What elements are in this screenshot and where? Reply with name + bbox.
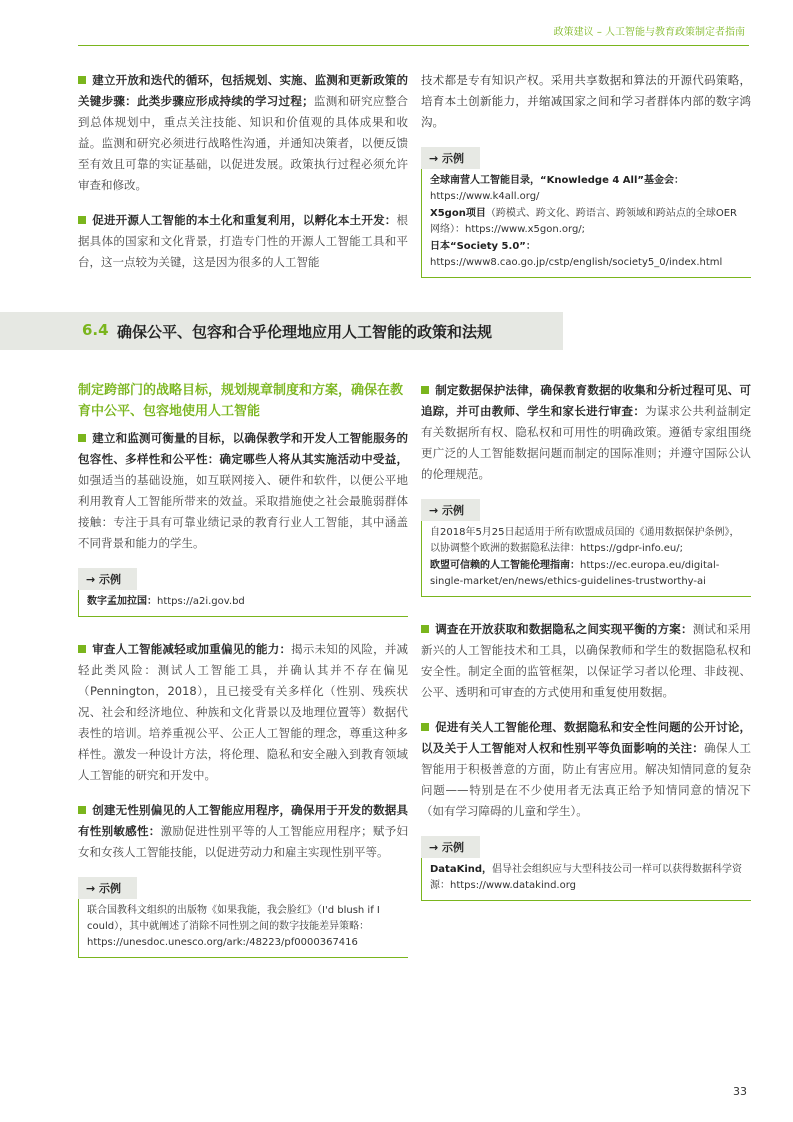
example-box (78, 590, 408, 617)
bullet-body-text: 揭示未知的风险，并减轻此类风险：测试人工智能工具，并确认其并不存在偏见（Pennington，2018），且已接受有关多样化（性别、残疾状况、社会和经济地位、种族和文化背景以及地理位置等）数据代表性的培训。培养重视公平、公正人工智能的理念，尊重这种多样性。激发一种设计方法，将伦理、隐私和安全融入到教育领域人工智能的研究和开发中。 (78, 642, 409, 782)
example-lead: 全球南营人工智能目录，“Knowledge 4 All”基金会： (430, 175, 684, 186)
bullet-paragraph (421, 380, 751, 485)
bullet-paragraph (421, 619, 751, 703)
bullet-bold-text: 促进开源人工智能的本土化和重复利用，以孵化本土开发： (92, 213, 397, 227)
bullet-square-icon (421, 723, 429, 731)
running-header: 政策建议 – 人工智能与教育政策制定者指南 (553, 27, 745, 38)
subheading: 制定跨部门的战略目标，规划规章制度和方案，确保在教育中公平、包容地使用人工智能 (78, 383, 404, 419)
bullet-body-text: 测试和采用新兴的人工智能技术和工具，以确保教师和学生的数据隐私权和安全性。制定全面的监管框架，以保证学习者以伦理、非歧视、公平、透明和可审查的方式使用和重复使用数据。 (421, 622, 752, 699)
bullet-square-icon (421, 386, 429, 394)
example-tab: → 示例 (421, 147, 480, 169)
bullet-paragraph (421, 717, 751, 822)
bullet-body-text: 如强适当的基础设施，如互联网接入、硬件和软件，以便公平地利用教育人工智能所带来的效益。采取措施使之社会最脆弱群体接触：专注于具有可靠业绩记录的教育行业人工智能，其中涵盖不同背景和能力的学生。 (78, 473, 408, 550)
bullet-square-icon (78, 806, 86, 814)
bullet-square-icon (421, 625, 429, 633)
example-block (421, 143, 751, 278)
example-lead: X5gon项目 (430, 208, 486, 219)
example-link[interactable]: https://a2i.gov.bd (157, 596, 245, 607)
top-right-column (421, 70, 751, 278)
bullet-square-icon (78, 216, 86, 224)
example-block (421, 832, 751, 901)
bullet-square-icon (78, 434, 86, 442)
bullet-paragraph (78, 210, 408, 273)
example-link[interactable]: https://ec.europa.eu/digital-single-market/en/news/ethics-guidelines-trustworthy-ai (430, 560, 720, 587)
example-box (421, 521, 751, 597)
bullet-square-icon (78, 645, 86, 653)
example-line (430, 206, 743, 238)
example-tab: → 示例 (421, 499, 480, 521)
example-tab: → 示例 (421, 836, 480, 858)
bullet-paragraph (78, 639, 408, 786)
continuation-text: 技术都是专有知识产权。采用共享数据和算法的开源代码策略，培育本土创新能力，并缩减国家之间和学习者群体内部的数字鸿沟。 (421, 73, 751, 129)
bullet-bold-text: 建立和监测可衡量的目标，以确保教学和开发人工智能服务的包容性、多样性和公平性：确定哪些人将从其实施活动中受益， (78, 431, 408, 466)
bullet-paragraph (78, 800, 408, 863)
example-block (421, 495, 751, 597)
example-box (421, 169, 751, 278)
example-line (430, 173, 743, 205)
example-line (430, 558, 743, 590)
example-line (430, 862, 743, 894)
example-box (78, 899, 408, 958)
section-title: 确保公平、包容和合乎伦理地应用人工智能的政策和法规 (117, 323, 493, 341)
example-link[interactable]: （跨模式、跨文化、跨语言、跨领域和跨站点的全球OER网络）：https://www.x5gon.org/; (430, 208, 737, 235)
bullet-body-text: 为谋求公共利益制定有关数据所有权、隐私权和可用性的明确政策。遵循专家组围绕更广泛的人工智能数据问题而制定的国际准则；并遵守国际公认的伦理规范。 (421, 404, 752, 481)
example-tab: → 示例 (78, 877, 137, 899)
section-heading-band (0, 312, 563, 350)
example-block (78, 564, 408, 617)
bullet-bold-text: 制定数据保护法律，确保教育数据的收集和分析过程可见、可追踪，并可由教师、学生和家长进行审查： (421, 383, 751, 418)
example-lead: 欧盟可信赖的人工智能伦理指南： (430, 560, 580, 571)
lower-left-column (78, 380, 408, 958)
example-block (78, 873, 408, 958)
bullet-body-text: 激励促进性别平等的人工智能应用程序；赋予妇女和女孩人工智能技能，以促进劳动力和雇主实现性别平等。 (78, 824, 409, 859)
example-line (430, 525, 743, 557)
bullet-bold-text: 审查人工智能减轻或加重偏见的能力： (92, 642, 292, 656)
bullet-body-text: 监测和研究应整合到总体规划中，重点关注技能、知识和价值观的具体成果和收益。监测和研究必须进行战略性沟通，并通知决策者，以便反馈至有效且可靠的实证基础，以促进发展。政策执行过程必须允许审查和修改。 (78, 94, 409, 192)
example-line (430, 239, 743, 271)
bullet-square-icon (78, 76, 86, 84)
example-tab: → 示例 (78, 568, 137, 590)
example-line (87, 594, 400, 610)
page-number: 33 (733, 1085, 747, 1098)
example-lead: 数字孟加拉国： (87, 596, 157, 607)
example-link[interactable]: 联合国教科文组织的出版物《如果我能，我会脸红》（I'd blush if I could），其中就阐述了消除不同性别之间的数字技能差异策略：https://unesdoc.unesco.org/ark:/48223/pf0000367416 (87, 905, 380, 948)
example-lead: DataKind， (430, 864, 493, 875)
example-line (87, 903, 400, 951)
example-link[interactable]: https://www.k4all.org/ (430, 191, 540, 202)
bullet-bold-text: 创建无性别偏见的人工智能应用程序，确保用于开发的数据具有性别敏感性： (78, 803, 408, 838)
top-left-column (78, 70, 408, 273)
bullet-body-text: 根据具体的国家和文化背景，打造专门性的开源人工智能工具和平台，这一点较为关键，这是因为很多的人工智能 (78, 213, 408, 269)
lower-right-column (421, 380, 751, 901)
bullet-bold-text: 调查在开放获取和数据隐私之间实现平衡的方案： (435, 622, 693, 636)
bullet-bold-text: 建立开放和迭代的循环，包括规划、实施、监测和更新政策的关键步骤：此类步骤应形成持续的学习过程； (78, 73, 408, 108)
example-lead: 日本“Society 5.0”： (430, 241, 536, 252)
bullet-paragraph (78, 70, 408, 196)
bullet-bold-text: 促进有关人工智能伦理、数据隐私和安全性问题的公开讨论，以及关于人工智能对人权和性别平等负面影响的关注： (421, 720, 751, 755)
example-link[interactable]: 自2018年5月25日起适用于所有欧盟成员国的《通用数据保护条例》，以协调整个欧洲的数据隐私法律：https://gdpr-info.eu/; (430, 527, 740, 554)
section-number: 6.4 (82, 321, 109, 339)
bullet-body-text: 确保人工智能用于积极善意的方面，防止有害应用。解决知情同意的复杂问题——特别是在不少使用者无法真正给予知情同意的情况下（如有学习障碍的儿童和学生）。 (421, 741, 751, 818)
header-divider (78, 45, 749, 46)
bullet-paragraph (78, 428, 408, 554)
example-link[interactable]: https://www8.cao.go.jp/cstp/english/society5_0/index.html (430, 257, 723, 268)
example-link[interactable]: 倡导社会组织应与大型科技公司一样可以获得数据科学资源：https://www.datakind.org (430, 864, 743, 891)
example-box (421, 858, 751, 901)
